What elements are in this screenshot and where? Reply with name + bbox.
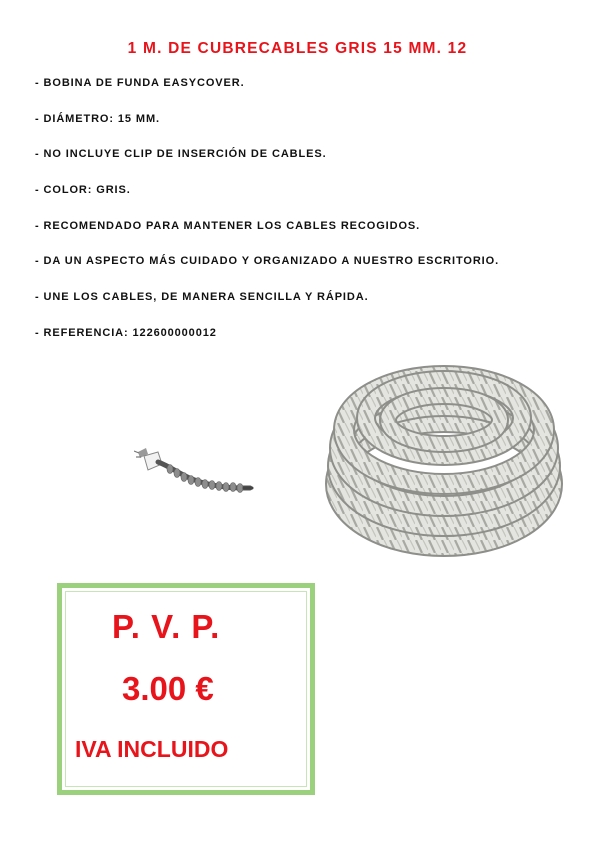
feature-item: - DIÁMETRO: 15 MM. <box>35 112 160 125</box>
cable-wrap-product-image <box>134 438 254 498</box>
feature-list <box>35 77 499 363</box>
feature-item: - REFERENCIA: 122600000012 <box>35 326 217 339</box>
cable-coil-product-image <box>324 358 564 580</box>
feature-item: - RECOMENDADO PARA MANTENER LOS CABLES RECOGIDOS. <box>35 219 421 232</box>
price-box <box>57 583 315 795</box>
feature-item: - BOBINA DE FUNDA EASYCOVER. <box>35 77 245 89</box>
feature-item: - UNE LOS CABLES, DE MANERA SENCILLA Y RÁPIDA. <box>35 291 369 304</box>
pvp-label: P. V. P. <box>112 608 221 645</box>
tax-included-label: IVA INCLUIDO <box>75 736 229 762</box>
feature-item: - NO INCLUYE CLIP DE INSERCIÓN DE CABLES. <box>35 148 327 161</box>
price-value: 3.00 € <box>122 670 214 707</box>
feature-item: - COLOR: GRIS. <box>35 184 131 197</box>
product-title: 1 M. DE CUBRECABLES GRIS 15 MM. 12 <box>127 40 468 57</box>
feature-item: - DA UN ASPECTO MÁS CUIDADO Y ORGANIZADO A NUESTRO ESCRITORIO. <box>35 255 500 268</box>
